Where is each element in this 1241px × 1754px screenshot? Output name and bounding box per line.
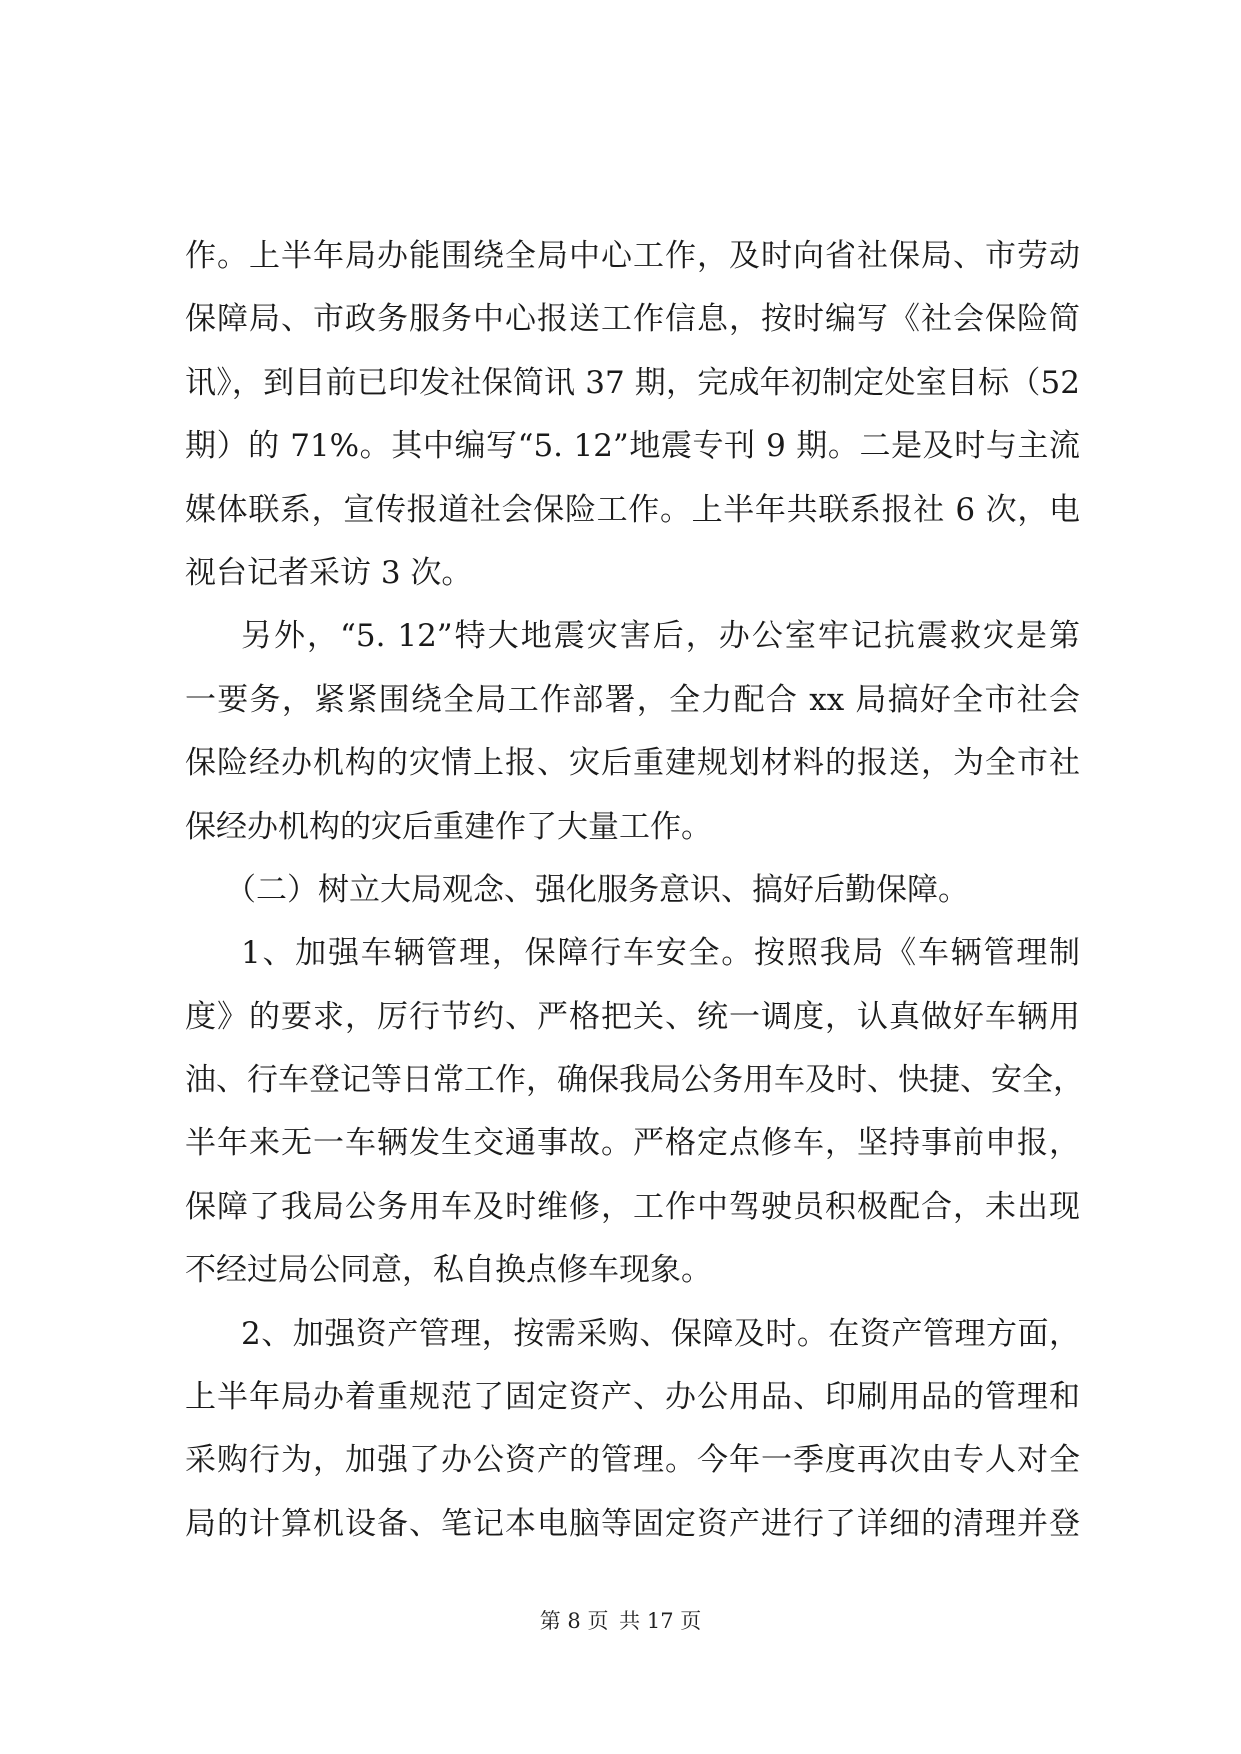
text-line: 讯》，到目前已印发社保简讯 37 期，完成年初制定处室目标（52 [185, 364, 1080, 401]
text-line: 保经办机构的灾后重建作了大量工作。 [185, 808, 712, 845]
text-line: 半年来无一车辆发生交通事故。严格定点修车，坚持事前申报， [185, 1125, 1080, 1162]
paragraph-4 [185, 1303, 1080, 1557]
text-line: 另外，“5. 12”特大地震灾害后，办公室牢记抗震救灾是第 [241, 618, 1080, 655]
text-line: 视台记者采访 3 次。 [185, 554, 473, 591]
text-line: 采购行为，加强了办公资产的管理。今年一季度再次由专人对全 [185, 1442, 1080, 1479]
text-line: 局的计算机设备、笔记本电脑等固定资产进行了详细的清理并登 [185, 1505, 1080, 1542]
text-line: 期）的 71%。其中编写“5. 12”地震专刊 9 期。二是及时与主流 [185, 428, 1080, 465]
text-line: 2、加强资产管理，按需采购、保障及时。在资产管理方面， [241, 1315, 1080, 1352]
section-heading [185, 859, 1080, 922]
text-line: 媒体联系，宣传报道社会保险工作。上半年共联系报社 6 次，电 [185, 491, 1080, 528]
text-line: 1、加强车辆管理，保障行车安全。按照我局《车辆管理制 [241, 935, 1080, 972]
text-line: 度》的要求，厉行节约、严格把关、统一调度，认真做好车辆用 [185, 998, 1080, 1035]
text-line: 保障了我局公务用车及时维修，工作中驾驶员积极配合，未出现 [185, 1188, 1080, 1225]
paragraph-3 [185, 922, 1084, 1302]
text-line: 一要务，紧紧围绕全局工作部署，全力配合 xx 局搞好全市社会 [185, 681, 1080, 718]
text-line: 保险经办机构的灾情上报、灾后重建规划材料的报送，为全市社 [185, 745, 1080, 782]
text-line: 作。上半年局办能围绕全局中心工作，及时向省社保局、市劳动 [185, 238, 1080, 274]
text-line: 保障局、市政务服务中心报送工作信息，按时编写《社会保险简 [185, 301, 1080, 338]
paragraph-2 [185, 605, 1080, 859]
text-line: 油、行车登记等日常工作，确保我局公务用车及时、快捷、安全， [185, 1062, 1084, 1099]
paragraph-1 [185, 225, 1080, 605]
heading-line: （二）树立大局观念、强化服务意识、搞好后勤保障。 [225, 871, 969, 908]
text-line: 不经过局公同意，私自换点修车现象。 [185, 1252, 712, 1289]
page-footer [0, 1605, 1241, 1635]
page-number: 第 8 页 [539, 1609, 609, 1633]
text-line: 上半年局办着重规范了固定资产、办公用品、印刷用品的管理和 [185, 1379, 1080, 1416]
total-pages: 共 17 页 [619, 1609, 702, 1633]
document-body [185, 225, 1084, 1556]
